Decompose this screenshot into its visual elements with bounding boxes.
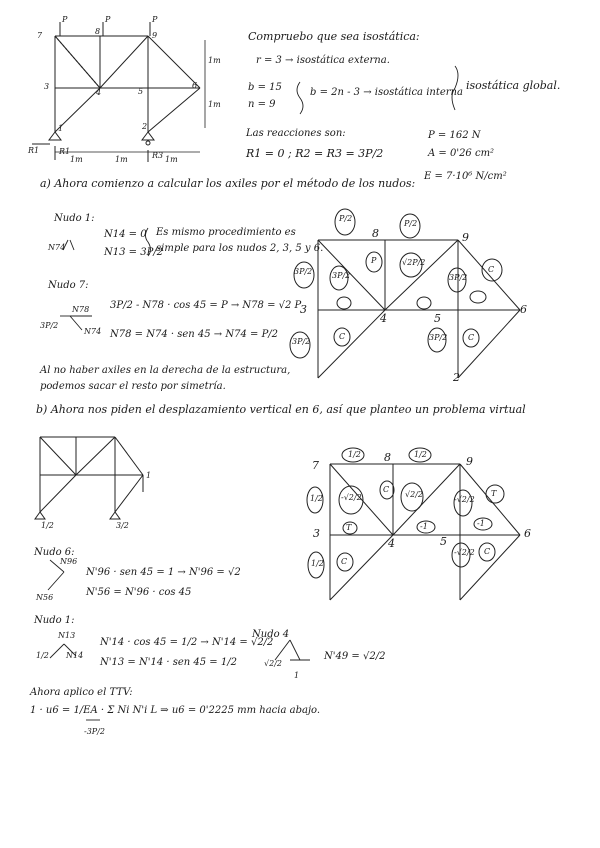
force-label: T: [346, 523, 352, 532]
n-line: n = 9: [248, 99, 276, 110]
n4-left: √2/2: [264, 659, 282, 668]
n14b-label: N14: [66, 651, 84, 660]
node-label: 7: [312, 459, 319, 472]
force-label: 1/2: [310, 494, 323, 503]
force-label: C: [339, 332, 346, 341]
dim-label: 1m: [115, 155, 128, 164]
n13-eq: N13 = 3P/2: [104, 247, 164, 258]
fig3-reaction-left: 1/2: [41, 521, 54, 530]
force-label: 3P/2: [449, 273, 468, 282]
b-line: b = 15: [248, 82, 282, 93]
nudo4-eq: N'49 = √2/2: [324, 651, 386, 662]
node-label: 3: [313, 527, 320, 540]
force-label: -1: [420, 522, 428, 531]
force-label: 1/2: [311, 559, 324, 568]
node-label: 8: [95, 27, 101, 36]
truss-figure-4: [307, 448, 520, 600]
truss-figure-2: [290, 209, 520, 378]
nudo6-eq1: N'96 · sen 45 = 1 → N'96 = √2: [86, 567, 241, 578]
load-3p2: 3P/2: [40, 321, 59, 330]
node-label: 4: [96, 88, 102, 97]
nudo1b-eq2: N'13 = N'14 · sen 45 = 1/2: [100, 657, 237, 668]
force-label: P: [371, 256, 377, 265]
node-label: 5: [440, 535, 447, 548]
r-line: r = 3 → isostática externa.: [256, 55, 390, 66]
load-label: P: [62, 15, 68, 24]
node-label: 2: [453, 371, 460, 384]
node-label: 3: [44, 82, 50, 91]
node-label: 6: [524, 527, 531, 540]
n56-label: N56: [36, 593, 54, 602]
force-label: -√2/2: [454, 495, 475, 504]
force-label: P/2: [404, 219, 418, 228]
fig3-load: 1: [146, 471, 152, 480]
symmetry-2: podemos sacar el resto por simetría.: [40, 381, 226, 392]
load-label: P: [105, 15, 111, 24]
force-label: 1/2: [414, 450, 427, 459]
force-label: -√2/2: [454, 548, 475, 557]
annotation-marks: [48, 66, 458, 720]
symmetry-1: Al no haber axiles en la derecha de la estructura,: [40, 365, 291, 376]
node-label: 8: [372, 227, 379, 240]
reactions-eq: R1 = 0 ; R2 = R3 = 3P/2: [246, 147, 384, 160]
n74-label: N74: [84, 327, 102, 336]
nudo7-title: Nudo 7:: [48, 280, 89, 291]
node-label: 4: [388, 537, 395, 550]
dim-label: 1m: [70, 155, 83, 164]
force-label: P/2: [339, 214, 353, 223]
n13-arrow-label: N74: [48, 243, 66, 252]
nudo1-note1: Es mismo procedimiento es: [156, 227, 296, 238]
node-label: 3: [300, 303, 307, 316]
force-label: C: [484, 547, 491, 556]
reactions-label: Las reacciones son:: [246, 128, 346, 139]
force-label: -√2/2: [341, 493, 362, 502]
title-check: Compruebo que sea isostática:: [248, 30, 420, 43]
half-label: 1/2: [36, 651, 49, 660]
node-label: 9: [152, 31, 158, 40]
load-label: P: [152, 15, 158, 24]
e-value: E = 7·10⁶ N/cm²: [424, 171, 507, 182]
part-b-intro: b) Ahora nos piden el desplazamiento vertical en 6, así que planteo un problema virtual: [36, 403, 526, 416]
node-label: 1: [58, 124, 64, 133]
reaction-label: R1: [28, 146, 40, 155]
nudo1-title: Nudo 1:: [54, 213, 95, 224]
force-label: C: [468, 333, 475, 342]
n13b-label: N13: [58, 631, 76, 640]
ttv-eq: 1 · u6 = 1/EA · Σ Ni N'i L ⇒ u6 = 0'2225 mm hacia abajo.: [30, 705, 321, 716]
global-label: isostática global.: [466, 79, 561, 92]
node-label: 4: [380, 312, 387, 325]
force-label: -1: [477, 519, 485, 528]
truss-figure-1: [32, 22, 205, 162]
node-label: 6: [520, 303, 527, 316]
a-value: A = 0'26 cm²: [428, 148, 495, 159]
nudo7-eq2: N78 = N74 · sen 45 → N74 = P/2: [110, 329, 279, 340]
reaction-label: R3: [152, 151, 164, 160]
force-label: 1/2: [348, 450, 361, 459]
force-label: C: [488, 265, 495, 274]
b2n-line: b = 2n - 3 → isostática interna: [310, 87, 463, 98]
node-label: 9: [462, 231, 469, 244]
force-label: 3P/2: [332, 271, 351, 280]
nudo1-note2: simple para los nudos 2, 3, 5 y 6.: [156, 243, 324, 254]
node-label: 7: [37, 31, 43, 40]
node-label: 2: [142, 122, 148, 131]
node-label: 9: [466, 455, 473, 468]
nudo1b-eq1: N'14 · cos 45 = 1/2 → N'14 = √2/2: [100, 637, 274, 648]
node-label: 5: [434, 312, 441, 325]
fig3-reaction-right: 3/2: [116, 521, 129, 530]
dim-label: 1m: [165, 155, 178, 164]
reaction-label: R1: [59, 147, 71, 156]
n4-one: 1: [294, 671, 300, 680]
force-label: 3P/2: [292, 337, 311, 346]
force-label: T: [491, 489, 497, 498]
n96-label: N96: [60, 557, 78, 566]
force-label: 3P/2: [429, 333, 448, 342]
node-label: 8: [384, 451, 391, 464]
node-label: 6: [192, 81, 198, 90]
force-label: C: [383, 485, 390, 494]
n14-eq: N14 = 0: [104, 229, 147, 240]
dim-label: 1m: [208, 100, 221, 109]
part-a-intro: a) Ahora comienzo a calcular los axiles por el método de los nudos:: [40, 177, 416, 190]
n78-label: N78: [72, 305, 90, 314]
dim-label: 1m: [208, 56, 221, 65]
node-label: 5: [138, 87, 144, 96]
force-label: √2P/2: [402, 258, 426, 267]
nudo1b-title: Nudo 1:: [34, 615, 75, 626]
nudo6-title: Nudo 6:: [34, 547, 75, 558]
force-label: √2/2: [405, 490, 423, 499]
force-label: 3P/2: [294, 267, 313, 276]
ttv-title: Ahora aplico el TTV:: [30, 687, 133, 698]
nudo4-title: Nudo 4: [252, 629, 290, 640]
ttv-sub: -3P/2: [84, 727, 105, 736]
p-value: P = 162 N: [428, 130, 481, 141]
force-label: C: [341, 557, 348, 566]
nudo7-eq1: 3P/2 - N78 · cos 45 = P → N78 = √2 P: [110, 300, 302, 311]
nudo6-eq2: N'56 = N'96 · cos 45: [86, 587, 192, 598]
truss-figure-3: [35, 437, 143, 519]
